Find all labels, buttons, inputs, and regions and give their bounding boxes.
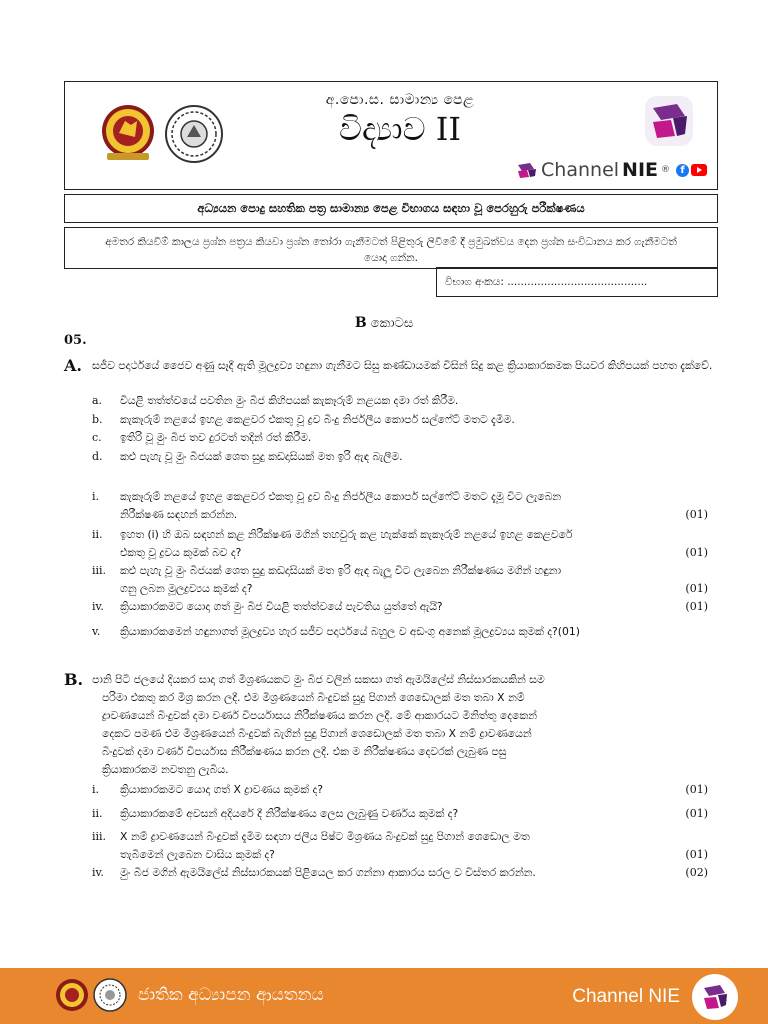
nie-emblem-icon [163, 103, 225, 165]
index-number-box [436, 267, 718, 297]
sub-question-label: iv. [92, 866, 104, 879]
step-label: a. [92, 394, 103, 407]
marks: (01) [685, 546, 708, 559]
step-text: කළු පැහැ වූ මුං බීජයක් ශෙත සුදු කඩදාසියක් මත ඉරි ඇඳ බැලීම. [120, 450, 403, 463]
footer-channel-name: Channel NIE [572, 986, 680, 1007]
sub-question-label: iii. [92, 830, 107, 843]
sub-question-label: ii. [92, 528, 103, 541]
marks: (01) [685, 600, 708, 613]
part-label: කොටස [370, 316, 414, 331]
sub-question-label: iv. [92, 600, 104, 613]
paper-header [64, 81, 718, 190]
sub-question [92, 526, 720, 564]
step-label: c. [92, 431, 102, 444]
sub-question-text: කළු පැහැ වූ මුං බීජයක් ශෙත සුදු කඩදාසියක් මත ඉරි ඇඳ බැලූ විට ලැබෙන නිරීක්ෂණය මගින් හඳුනා [120, 564, 561, 577]
nie-emblem-icon [92, 977, 128, 1013]
marks: (01) [685, 582, 708, 595]
sub-question-text: ක්‍රියාකාරකමට යොදා ගත් X ද්‍රාවණය කුමක් ද? [120, 783, 323, 796]
sub-question-text-cont: නිරීක්ෂණ සඳහන් කරන්න. [120, 508, 238, 521]
sub-question-text: කැකෑරුම් නළයේ ඉහළ කෙළවර එකතු වූ ද්‍රව බිංදු නිර්ජලීය කොපර් සල්ෆේට් මතට දැමූ විට ලැබෙන [120, 490, 562, 503]
instructions-text: අමතර කියවීම් කාලය ප්‍රශ්න පත්‍රය කියවා ප්‍රශ්න තෝරා ගැනීමටත් පිළිතුරු ලිවීමේ දී ප්‍රමුඛත්වය දෙන ප්‍රශ්න සංවිධානය කර ගැනීමටත් යොදා ගන්න. [105, 236, 677, 264]
sri-lanka-emblem-icon [54, 977, 90, 1013]
sub-question-label: i. [92, 490, 100, 503]
sub-question [92, 562, 720, 600]
section-a-letter: A. [64, 356, 82, 375]
sub-question-label: ii. [92, 807, 103, 820]
channel-nie-small-icon [516, 161, 538, 179]
sub-question-text: ක්‍රියාකාරකමට යොදා ගත් මුං බීජ වියළි තත්ත්වයේ පැවතිය යුත්තේ ඇයි? [120, 600, 443, 613]
part-letter: B [354, 315, 367, 331]
title-block [250, 92, 550, 149]
section-b-letter: B. [64, 670, 84, 689]
part-title [0, 315, 768, 331]
footer-bar [0, 968, 768, 1024]
exam-title-box [64, 194, 718, 223]
exam-title: අධ්‍යයන පොදු සහතික පත්‍ර සාමාන්‍ය පෙළ විභාගය සඳහා වූ පෙරහුරු පරීක්ෂණය [197, 201, 585, 215]
sub-question [92, 488, 720, 526]
sub-question-text: ක්‍රියාකාරකමේ අවසන් අදියරේ දී නිරීක්ෂණය ලෙස ලැබුණු වර්ණය කුමක් ද? [120, 807, 459, 820]
marks: (01) [685, 508, 708, 521]
sub-question-text-cont: එකතු වූ ද්‍රවය කුමක් බව ද? [120, 546, 242, 559]
sub-question-text-cont: තැබීමෙන් ලැබෙන වාසිය කුමක් ද? [120, 848, 275, 861]
sub-question-text-cont: ගනු ලබන මූලද්‍රව්‍යය කුමක් ද? [120, 582, 253, 595]
step-text: වියළි තත්ත්වයේ පවතින මුං බීජ කිහිපයක් කැකෑරුම් නළයක දමා රත් කිරීම. [120, 394, 459, 407]
channel-nie-logo-icon [635, 94, 703, 148]
nie-word: NIE [622, 159, 658, 181]
marks: (01) [685, 807, 708, 820]
channel-nie-logo-icon [692, 974, 738, 1020]
facebook-icon[interactable]: f [676, 164, 689, 177]
instructions-box [64, 227, 718, 269]
step-text: ඉතිරි වූ මුං බීජ තව දුරටත් තදින් රත් කිරීම. [120, 431, 312, 444]
step-text: කැකෑරුම් නළයේ ඉහළ කෙළවර එකතු වූ ද්‍රව බිංදු නිර්ජලීය කොපර් සල්ෆේට් මතට දැමීම. [120, 413, 515, 426]
section-a-intro: සජීව පදාර්ථයේ ජෛව අණු සෑදී ඇති මූලද්‍රව්‍ය හඳුනා ගැනීමට සිසු කණ්ඩායමක් විසින් සිදු කළ ක්‍රියාකාරකමක පියවර කිහිපයක් පහත දැක්වේ. [92, 359, 713, 372]
sub-question-label: iii. [92, 564, 107, 577]
sub-question-label: v. [92, 625, 101, 638]
sub-question-text: ඉහත (i) හි ඔබ සඳහන් කළ නිරීක්ෂණ මගින් තහවුරු කළ හැක්කේ කැකෑරුම් නළයේ ඉහළ කෙළවරේ [120, 528, 573, 541]
sub-question-text: මුං බීජ මගින් ඇමයිලේස් නිස්සාරකයක් පිළියෙල කර ගන්නා ආකාරය සරල ව විස්තර කරන්න. [120, 866, 536, 879]
youtube-icon[interactable] [691, 164, 707, 176]
marks: (01) [685, 848, 708, 861]
sri-lanka-emblem-icon [97, 103, 159, 165]
registered-mark: ® [661, 165, 670, 175]
footer-institute-name: ජාතික අධ්‍යාපන ආයතනය [138, 985, 324, 1005]
marks: (01) [685, 783, 708, 796]
sub-question-label: i. [92, 783, 100, 796]
index-number-label: විභාග අංකය: .......................................... [445, 276, 648, 288]
sub-question [92, 828, 720, 866]
channel-word: Channel [541, 159, 620, 181]
subject-title: විද්‍යාව II [338, 110, 462, 148]
step-label: d. [92, 450, 103, 463]
channel-nie-wordmark [516, 159, 707, 181]
marks: (02) [685, 866, 708, 879]
question-number: 05. [64, 333, 87, 348]
exam-level: අ.පො.ස. සාමාන්‍ය පෙළ [325, 92, 475, 108]
step-label: b. [92, 413, 103, 426]
sub-question-text: ක්‍රියාකාරකමෙන් හඳුනාගත් මූලද්‍රව්‍ය හැර සජීව පදාර්ථයේ බහුල ව අඩංගු අනෙක් මූලද්‍රව්‍යය කුමක් ද?(01) [120, 625, 580, 638]
sub-question-text: X නම් ද්‍රාවණයෙන් බිංදුවක් දැමීම සඳහා ජලීය පිෂ්ට මිශ්‍රණය බිංදුවක් සුදු පිගාන් ශෙඩොල මත [120, 830, 530, 843]
